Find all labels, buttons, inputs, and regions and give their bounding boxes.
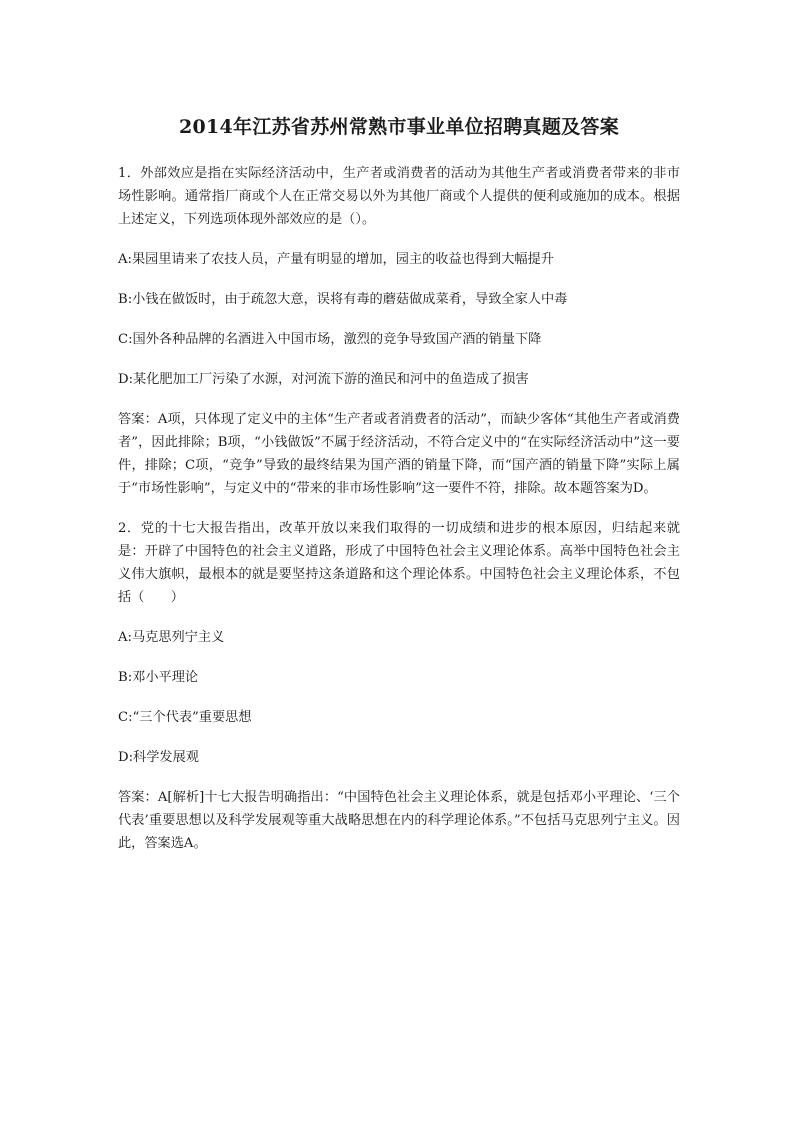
question-2-stem: 2．党的十七大报告指出，改革开放以来我们取得的一切成绩和进步的根本原因，归结起来就是：开辟了中国特色的社会主义道路，形成了中国特色社会主义理论体系。高举中国特色社会主义伟大旗帜，最根本的就是要坚持这条道路和这个理论体系。中国特色社会主义理论体系，不包括（ ） xyxy=(118,521,680,605)
question-1 xyxy=(118,162,680,500)
document-page xyxy=(118,112,680,872)
question-1-answer: 答案：A项，只体现了定义中的主体“生产者或者消费者的活动”，而缺少客体“其他生产者或消费者”，因此排除；B项，“小钱做饭”不属于经济活动，不符合定义中的“在实际经济活动中”这一要件，排除；C项，“竞争”导致的最终结果为国产酒的销量下降，而“国产酒的销量下降”实际上属于“市场性影响”，与定义中的“带来的非市场性影响”这一要件不符，排除。故本题答案为D。 xyxy=(118,412,680,496)
question-1-option-d: D:某化肥加工厂污染了水源，对河流下游的渔民和河中的鱼造成了损害 xyxy=(118,372,529,387)
question-2-answer: 答案：A[解析]十七大报告明确指出：“中国特色社会主义理论体系，就是包括邓小平理论、‘三个代表’重要思想以及科学发展观等重大战略思想在内的科学理论体系。”不包括马克思列宁主义。因此，答案选A。 xyxy=(118,790,680,851)
question-2-option-c: C:“三个代表”重要思想 xyxy=(118,710,252,725)
question-1-option-a: A:果园里请来了农技人员，产量有明显的增加，园主的收益也得到大幅提升 xyxy=(118,252,554,267)
question-1-option-b: B:小钱在做饭时，由于疏忽大意，误将有毒的蘑菇做成菜肴，导致全家人中毒 xyxy=(118,292,568,307)
document-title: 2014年江苏省苏州常熟市事业单位招聘真题及答案 xyxy=(178,116,620,138)
question-2-option-a: A:马克思列宁主义 xyxy=(118,630,225,645)
question-2 xyxy=(118,517,680,855)
question-2-option-b: B:邓小平理论 xyxy=(118,670,199,685)
question-1-option-c: C:国外各种品牌的名酒进入中国市场，激烈的竞争导致国产酒的销量下降 xyxy=(118,332,542,347)
question-2-option-d: D:科学发展观 xyxy=(118,750,199,765)
question-1-stem: 1．外部效应是指在实际经济活动中，生产者或消费者的活动为其他生产者或消费者带来的非市场性影响。通常指厂商或个人在正常交易以外为其他厂商或个人提供的便利或施加的成本。根据上述定义，下列选项体现外部效应的是（）。 xyxy=(118,166,680,227)
